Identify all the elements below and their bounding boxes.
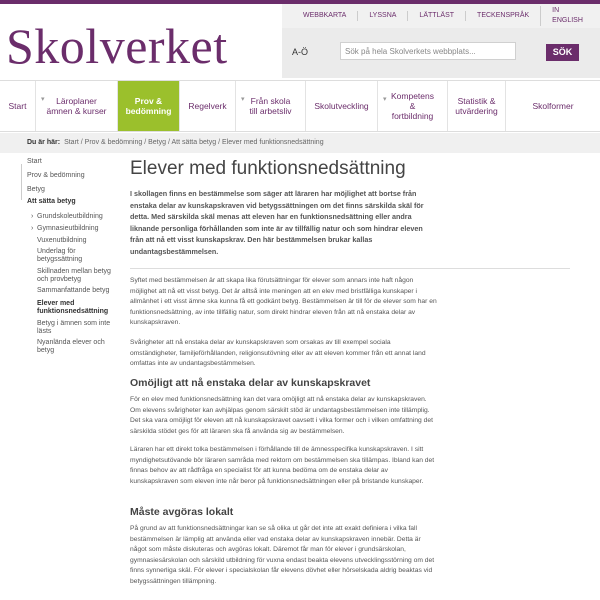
section-heading-1: Omöjligt att nå enstaka delar av kunskapskravet (130, 377, 371, 389)
sidebar-item-vuxenutbildning[interactable]: Vuxenutbildning (37, 237, 87, 244)
sidebar-item-gymnasieutbildning[interactable]: Gymnasieutbildning (37, 225, 99, 232)
breadcrumb-prefix: Du är här: (27, 139, 61, 146)
link-webbkarta[interactable]: WEBBKARTA (303, 12, 347, 19)
sidebar-item-prov[interactable]: Prov & bedömning (27, 172, 85, 179)
sidebar-item-betyg[interactable]: Betyg (27, 186, 45, 193)
sidebar-item-underlag[interactable]: Underlag för betygssättning (37, 248, 83, 263)
nav-kompetens[interactable]: ▾ Kompetens & fortbildning (378, 81, 448, 131)
nav-skolformer[interactable]: Skolformer (532, 101, 574, 111)
chevron-icon: ▾ (41, 96, 45, 103)
divider (130, 268, 570, 269)
nav-prov-bedomning[interactable]: Prov & bedömning (118, 81, 180, 131)
sidebar-tree-line (21, 164, 22, 200)
link-in-english[interactable]: IN ENGLISH (540, 6, 600, 26)
sidebar-item-skillnaden[interactable]: Skillnaden mellan betyg och provbetyg (37, 268, 111, 283)
skolverket-logo[interactable]: Skolverket (6, 18, 228, 74)
link-teckensprak[interactable]: TECKENSPRÅK (465, 11, 540, 21)
sidebar-item-sammanfattande[interactable]: Sammanfattande betyg (37, 287, 110, 294)
breadcrumb (0, 133, 600, 153)
sidebar-item-att-satta-betyg[interactable]: Att sätta betyg (27, 198, 76, 205)
sidebar-item-betyg-ej-lasts[interactable]: Betyg i ämnen som inte lästs (37, 320, 111, 335)
a-o-link[interactable]: A-Ö (292, 47, 309, 57)
sidebar-item-elever-funktionsnedsattning[interactable]: Elever med funktionsnedsättning (37, 300, 109, 315)
nav-regelverk[interactable]: Regelverk (180, 81, 236, 131)
main-navigation (0, 80, 600, 132)
sidebar-item-start[interactable]: Start (27, 158, 42, 165)
chevron-icon: ▾ (383, 96, 387, 103)
nav-skolutveckling[interactable]: Skolutveckling (306, 81, 378, 131)
lead-paragraph: I skollagen finns en bestämmelse som säger att läraren har möjlighet att bortse från enstaka delar av kunskapskraven vid betygssättningen om det finns särskilda skäl för detta. Med särskilda skäl menas att eleven har en funktionsnedsättning eller andra liknande personliga förhållanden som inte är av tillfällig natur och som hindrar eleven från att nå ett visst kunskapskrav. Den här bestämmelsen brukar kallas undantagsbestämmelsen. (130, 189, 424, 256)
nav-statistik[interactable]: Statistik & utvärdering (448, 81, 506, 131)
search-input[interactable]: Sök på hela Skolverkets webbplats... (340, 42, 516, 60)
section-heading-2: Måste avgöras lokalt (130, 506, 234, 518)
nav-laroplaner[interactable]: ▾ Läroplaner ämnen & kurser (36, 81, 118, 131)
link-lyssna[interactable]: LYSSNA (357, 11, 407, 21)
body-paragraph-3: För en elev med funktionsnedsättning kan det vara omöjligt att nå enstaka delar av kunskapskraven. Om elevens svårigheter kan avhjälpas genom särskilt stöd är undantagsbestämmelsen inte tillämplig. Det ska vara omöjligt för eleven att nå kunskapskravet oavsett i vilka former och i vilken omfattning det särskilda stödet ges för att läraren ska få använda sig av bestämmelsen. (130, 396, 433, 435)
sidebar-item-nyanlanda[interactable]: Nyanlända elever och betyg (37, 339, 105, 354)
page-title: Elever med funktionsnedsättning (130, 158, 406, 179)
chevron-icon: ▾ (241, 96, 245, 103)
nav-start[interactable]: Start (0, 81, 36, 131)
breadcrumb-path[interactable]: Start / Prov & bedömning / Betyg / Att sätta betyg / Elever med funktionsnedsättning (64, 139, 324, 146)
body-paragraph-5: På grund av att funktionsnedsättningar kan se så olika ut går det inte att exakt definiera i vilka fall bestämmelsen är lämplig att använda eller vad enstaka delar av kunskapskraven innebär. Detta är något som måste diskuteras och avgöras lokalt. Däremot får man för elever i grundsärskolan, gymnasiesärskolan och särskild utbildning för vuxna endast beakta elevens utvecklingsstörning om det finns synnerliga skäl. För elever i specialskolan får elevens dövhet eller hörselskada aldrig beaktas vid betygssättningen tillämpning. (130, 525, 435, 585)
search-button[interactable]: SÖK (546, 44, 579, 61)
nav-fran-skola[interactable]: ▾ Från skola till arbetsliv (236, 81, 306, 131)
link-lattlast[interactable]: LÄTTLÄST (407, 11, 465, 21)
body-paragraph-1: Syftet med bestämmelsen är att skapa lika förutsättningar för elever som annars inte haft någon möjlighet att nå ett visst betyg. Det är alltså inte meningen att en elev med bristfälliga kunskaper i allmänhet i ett visst ämne ska kunna få ett godkänt betyg. Bestämmelsen är till för de elever som har en funktionsnedsättning, av inte tillfällig natur, som direkt hindrar eleven från att nå enstaka delar av kunskapskraven. (130, 277, 437, 326)
search-area (282, 28, 600, 78)
chevron-right-icon: › (31, 213, 34, 220)
sidebar-item-grundskoleutbildning[interactable]: Grundskoleutbildning (37, 213, 103, 220)
body-paragraph-2: Svårigheter att nå enstaka delar av kunskapskraven som orsakas av till exempel sociala omständigheter, familjeförhållanden, religionsutövning eller av att eleven kommer från ett annat land omfattas inte av undantagsbestämmelsen. (130, 339, 426, 367)
body-paragraph-4: Läraren har ett direkt tolka bestämmelsen i förhållande till de ämnesspecifika kunskapskraven. I sitt myndighetsutövande bör läraren samråda med rektorn om bestämmelsen ska tillämpas. Ibland kan det finnas behov av att rådfråga en specialist för att kunna bedöma om de enstaka delar av kunskapskraven som eleven inte når beror på funktionsnedsättningen eller på bristande kunskaper. (130, 446, 435, 485)
chevron-right-icon: › (31, 225, 34, 232)
utility-links (282, 4, 600, 28)
